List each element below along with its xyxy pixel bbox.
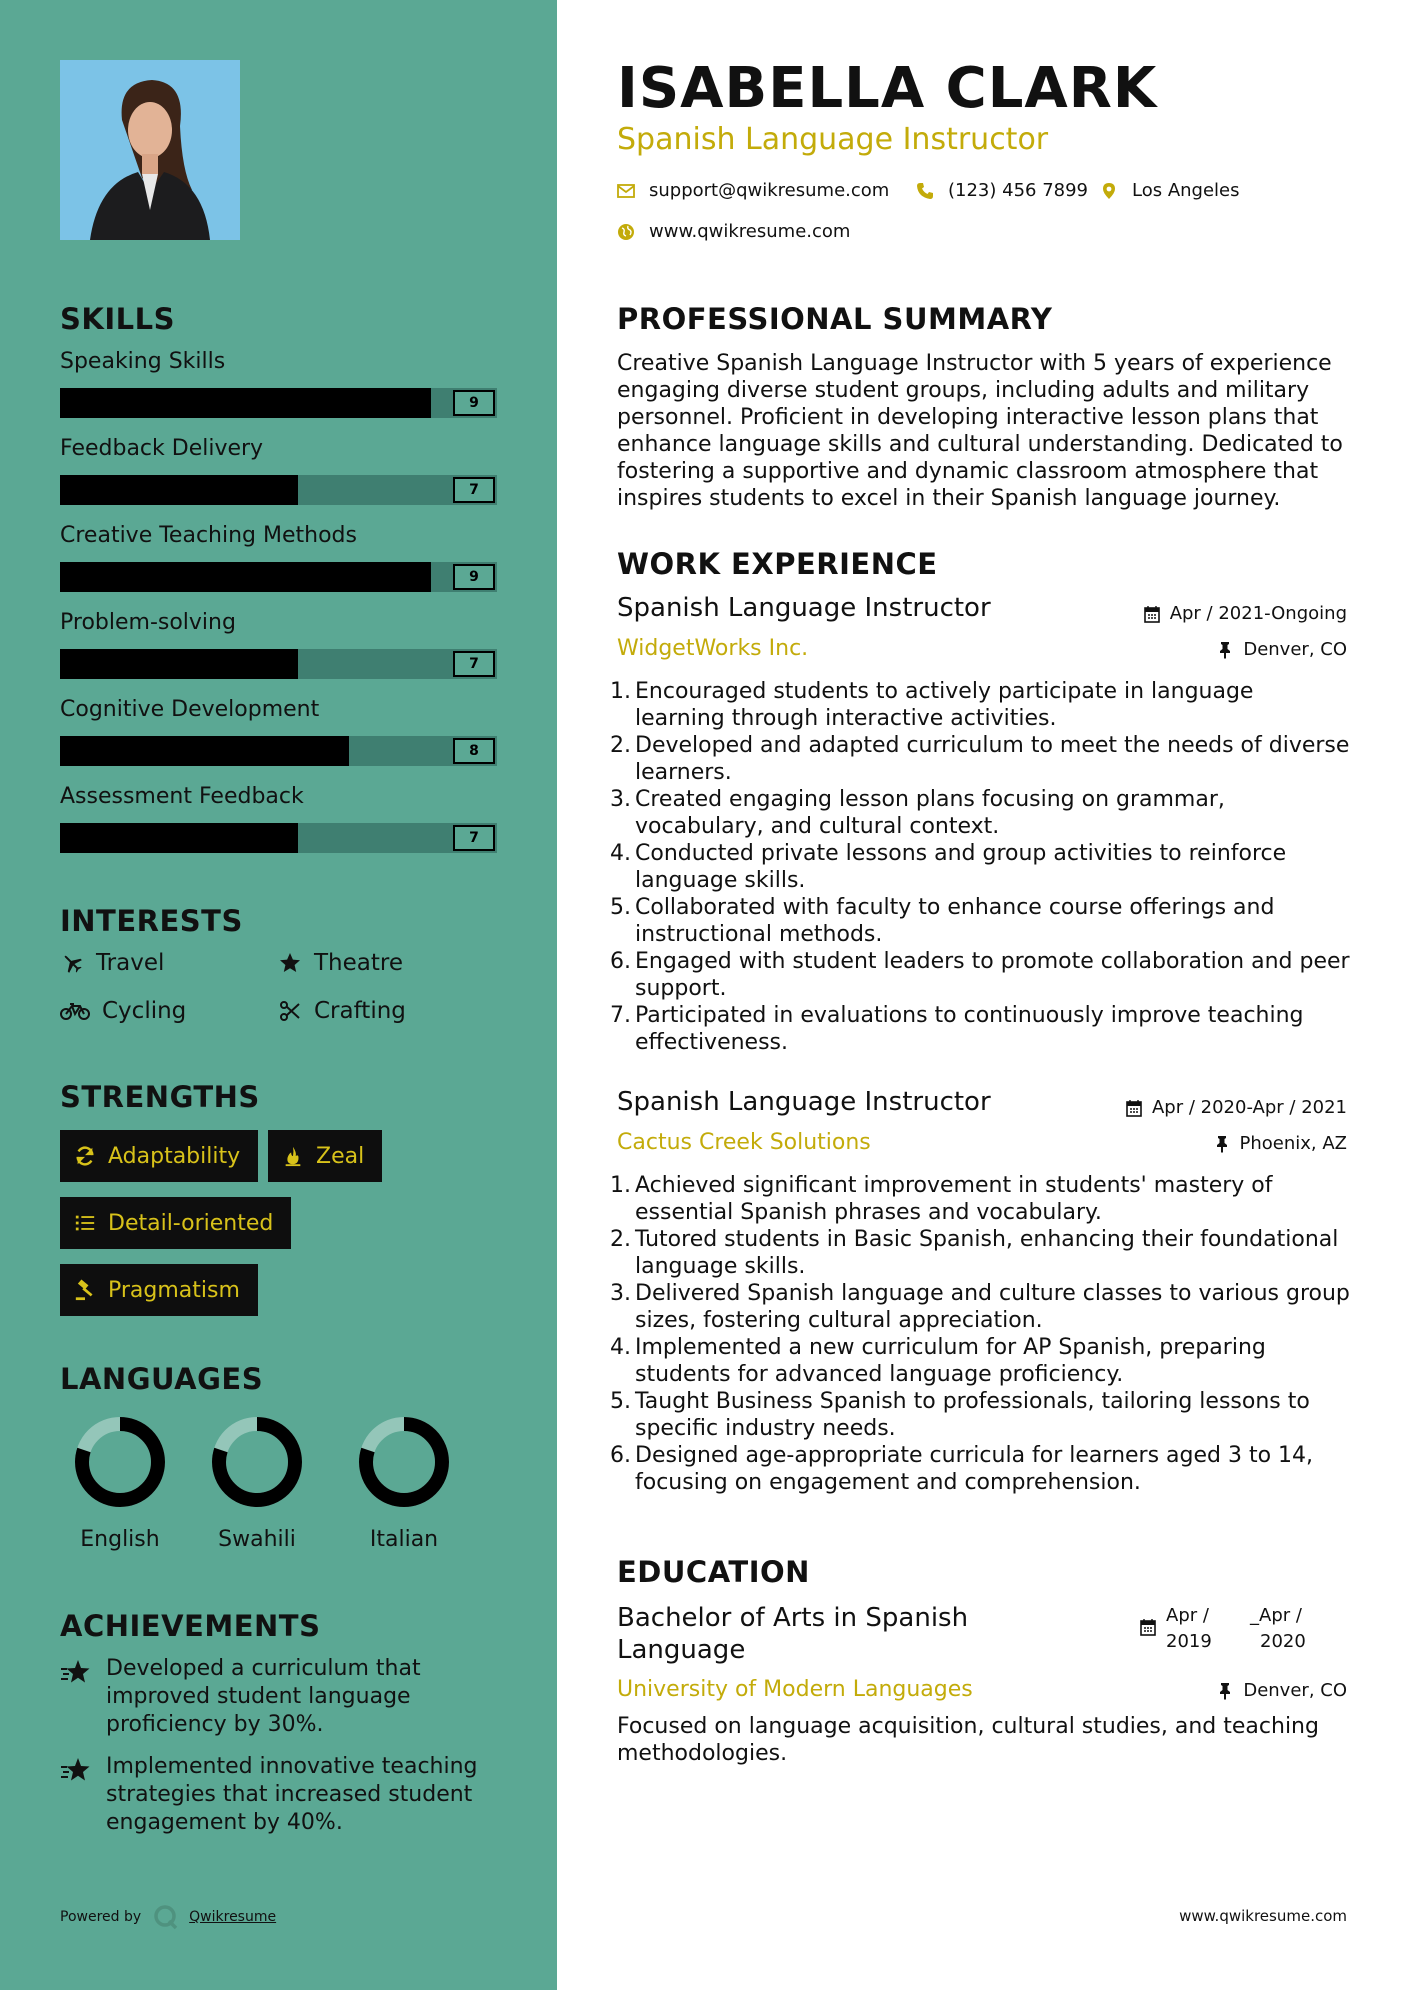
- skill-bar-fill: [60, 823, 298, 853]
- languages-title: LANGUAGES: [60, 1362, 264, 1396]
- bullet-number: 6.: [610, 1443, 631, 1468]
- job-dates-text: Apr / 2021-Ongoing: [1169, 603, 1347, 624]
- calendar-icon: [1144, 605, 1160, 623]
- skill-bar-fill: [60, 649, 298, 679]
- job-dates-text: Apr / 2020-Apr / 2021: [1151, 1097, 1347, 1118]
- bullet-number: 4.: [610, 1335, 631, 1360]
- job-bullet-item: [610, 1442, 1350, 1496]
- skill-bar: [60, 388, 497, 418]
- job-location-text: Denver, CO: [1243, 639, 1347, 660]
- calendar-icon: [1126, 1099, 1142, 1117]
- powered-by: [60, 1903, 276, 1931]
- skill-bar: [60, 736, 497, 766]
- bullet-text: Implemented a new curriculum for AP Spanish, preparing students for advanced language proficiency.: [635, 1335, 1266, 1387]
- edu-end-date: [1250, 1603, 1306, 1655]
- strengths-title: STRENGTHS: [60, 1080, 260, 1114]
- bullet-text: Taught Business Spanish to professionals, tailoring lessons to specific industry needs.: [635, 1389, 1310, 1441]
- bullet-text: Delivered Spanish language and culture classes to various group sizes, fostering cultural appreciation.: [635, 1281, 1350, 1333]
- bullet-number: 3.: [610, 1281, 631, 1306]
- calendar-icon: [1140, 1618, 1156, 1636]
- bullet-text: Engaged with student leaders to promote collaboration and peer support.: [635, 949, 1350, 1001]
- education-title: EDUCATION: [617, 1555, 810, 1589]
- email-text: support@qwikresume.com: [649, 180, 890, 201]
- bullet-text: Conducted private lessons and group activities to reinforce language skills.: [635, 841, 1287, 893]
- skills-title: SKILLS: [60, 302, 175, 336]
- star-icon: [278, 951, 302, 975]
- contact-location: [1100, 180, 1240, 201]
- skill-bar-fill: [60, 388, 431, 418]
- school-name: University of Modern Languages: [617, 1677, 973, 1702]
- job-bullet-item: [610, 1002, 1350, 1056]
- edu-end-year: 2020: [1260, 1631, 1306, 1652]
- achievement-item: [60, 1655, 510, 1739]
- job-bullet-item: [610, 1334, 1350, 1388]
- summary-text: Creative Spanish Language Instructor with 5 years of experience engaging diverse student groups, including adults and military personnel. Proficient in developing interactive lesson plans that enhance language skills and cultural understanding. Dedicated to fostering a supportive and dynamic classroom atmosphere that inspires students to excel in their Spanish language journey.: [617, 351, 1343, 511]
- edu-end-month: _Apr /: [1250, 1605, 1302, 1626]
- achievement-text: Developed a curriculum that improved student language proficiency by 30%.: [106, 1656, 421, 1737]
- powered-by-label: Powered by: [60, 1909, 142, 1925]
- candidate-role: Spanish Language Instructor: [617, 122, 1049, 157]
- bullet-number: 2.: [610, 733, 631, 758]
- strength-zeal: [268, 1130, 382, 1182]
- pushpin-icon: [1214, 1135, 1230, 1153]
- phone-icon: [916, 182, 934, 200]
- bullet-number: 4.: [610, 841, 631, 866]
- achievements-title: ACHIEVEMENTS: [60, 1609, 321, 1643]
- profile-photo: [60, 60, 240, 240]
- summary-title: PROFESSIONAL SUMMARY: [617, 302, 1053, 336]
- language-level-ring: [73, 1415, 167, 1509]
- interest-label: Cycling: [102, 998, 187, 1024]
- bullet-text: Collaborated with faculty to enhance course offerings and instructional methods.: [635, 895, 1275, 947]
- language-level-ring: [357, 1415, 451, 1509]
- skill-label: Creative Teaching Methods: [60, 523, 357, 548]
- job-bullet-item: [610, 1388, 1350, 1442]
- gavel-icon: [74, 1279, 96, 1301]
- edu-start-date: [1166, 1603, 1212, 1655]
- experience-title: WORK EXPERIENCE: [617, 547, 938, 581]
- globe-icon: [617, 223, 635, 241]
- company-name: WidgetWorks Inc.: [617, 636, 809, 661]
- skill-bar-fill: [60, 475, 298, 505]
- job-bullet-item: [610, 786, 1350, 840]
- plane-icon: [60, 951, 84, 975]
- edu-start-year: 2019: [1166, 1631, 1212, 1652]
- bullet-number: 5.: [610, 1389, 631, 1414]
- job-bullets: [610, 678, 1350, 1056]
- job-location: [1214, 1133, 1348, 1154]
- job-bullet-item: [610, 894, 1350, 948]
- job-location: [1217, 639, 1347, 660]
- powered-by-brand-link[interactable]: Qwikresume: [189, 1909, 277, 1925]
- skill-label: Problem-solving: [60, 610, 236, 635]
- job-bullet-item: [610, 948, 1350, 1002]
- skill-bar: [60, 823, 497, 853]
- refresh-icon: [74, 1145, 96, 1167]
- bullet-text: Encouraged students to actively participate in language learning through interactive activities.: [635, 679, 1254, 731]
- qwikresume-logo-icon: [151, 1903, 179, 1931]
- skill-score: 7: [453, 825, 495, 851]
- job-location-text: Phoenix, AZ: [1239, 1133, 1347, 1154]
- skill-bar-fill: [60, 736, 349, 766]
- bicycle-icon: [60, 999, 90, 1023]
- achievement-item: [60, 1753, 510, 1837]
- skill-label: Feedback Delivery: [60, 436, 264, 461]
- job-title: Spanish Language Instructor: [617, 1087, 991, 1117]
- job-bullet-item: [610, 1280, 1350, 1334]
- language-label: English: [80, 1527, 160, 1552]
- skill-label: Assessment Feedback: [60, 784, 304, 809]
- strength-pragmatism: [60, 1264, 258, 1316]
- language-label: Swahili: [218, 1527, 296, 1552]
- contact-website[interactable]: [617, 221, 850, 242]
- bullet-number: 2.: [610, 1227, 631, 1252]
- job-bullet-item: [610, 1172, 1350, 1226]
- star-rating-icon: [60, 1755, 92, 1785]
- job-dates: [1126, 1097, 1347, 1118]
- job-title: Spanish Language Instructor: [617, 593, 991, 623]
- skill-score: 9: [453, 564, 495, 590]
- bullet-text: Participated in evaluations to continuously improve teaching effectiveness.: [635, 1003, 1304, 1055]
- degree-title: Bachelor of Arts in Spanish Language: [617, 1603, 969, 1665]
- bullet-number: 1.: [610, 1173, 631, 1198]
- bullet-text: Achieved significant improvement in students' mastery of essential Spanish phrases and vocabulary.: [635, 1173, 1273, 1225]
- pushpin-icon: [1217, 1682, 1233, 1700]
- language-label: Italian: [369, 1527, 439, 1552]
- location-text: Los Angeles: [1132, 180, 1240, 201]
- phone-text: (123) 456 7899: [948, 180, 1089, 201]
- bullet-text: Tutored students in Basic Spanish, enhancing their foundational language skills.: [635, 1227, 1339, 1279]
- job-bullet-item: [610, 678, 1350, 732]
- interest-crafting: [278, 998, 406, 1024]
- skill-bar: [60, 649, 497, 679]
- interests-title: INTERESTS: [60, 904, 243, 938]
- achievement-text: Implemented innovative teaching strategies that increased student engagement by 40%.: [106, 1754, 478, 1835]
- skill-label: Cognitive Development: [60, 697, 320, 722]
- bullet-number: 7.: [610, 1003, 631, 1028]
- strength-label: Pragmatism: [108, 1277, 240, 1303]
- skill-score: 7: [453, 651, 495, 677]
- bullet-number: 5.: [610, 895, 631, 920]
- map-pin-icon: [1100, 182, 1118, 200]
- strength-label: Adaptability: [108, 1143, 241, 1169]
- bullet-number: 3.: [610, 787, 631, 812]
- edu-location-text: Denver, CO: [1243, 1680, 1347, 1701]
- bullet-text: Designed age-appropriate curricula for learners aged 3 to 14, focusing on engagement and comprehension.: [635, 1443, 1314, 1495]
- interest-label: Travel: [96, 950, 165, 976]
- bullet-text: Developed and adapted curriculum to meet the needs of diverse learners.: [635, 733, 1350, 785]
- interest-cycling: [60, 998, 186, 1024]
- contact-phone[interactable]: [916, 180, 1088, 201]
- scissors-icon: [278, 999, 302, 1023]
- strength-detail-oriented: [60, 1197, 291, 1249]
- contact-email[interactable]: [617, 180, 889, 201]
- company-name: Cactus Creek Solutions: [617, 1130, 871, 1155]
- bullet-number: 1.: [610, 679, 631, 704]
- strength-label: Detail-oriented: [108, 1210, 274, 1236]
- edu-location: [1217, 1680, 1347, 1701]
- language-level-ring: [210, 1415, 304, 1509]
- bullet-number: 6.: [610, 949, 631, 974]
- strength-adaptability: [60, 1130, 258, 1182]
- interest-label: Theatre: [314, 950, 403, 976]
- skill-label: Speaking Skills: [60, 349, 226, 374]
- job-bullet-item: [610, 1226, 1350, 1280]
- skill-score: 7: [453, 477, 495, 503]
- skill-bar: [60, 562, 497, 592]
- interest-travel: [60, 950, 164, 976]
- edu-start-month: Apr /: [1166, 1605, 1209, 1626]
- skill-score: 8: [453, 738, 495, 764]
- education-description: Focused on language acquisition, cultural studies, and teaching methodologies.: [617, 1714, 1319, 1766]
- pushpin-icon: [1217, 641, 1233, 659]
- job-bullet-item: [610, 840, 1350, 894]
- footer-website-link[interactable]: www.qwikresume.com: [1179, 1907, 1347, 1925]
- star-rating-icon: [60, 1657, 92, 1687]
- job-dates: [1144, 603, 1347, 624]
- interest-label: Crafting: [314, 998, 406, 1024]
- skill-bar: [60, 475, 497, 505]
- job-bullets: [610, 1172, 1350, 1496]
- fire-icon: [282, 1145, 304, 1167]
- job-bullet-item: [610, 732, 1350, 786]
- bullet-text: Created engaging lesson plans focusing on grammar, vocabulary, and cultural context.: [635, 787, 1225, 839]
- sidebar: [0, 0, 557, 1990]
- envelope-icon: [617, 182, 635, 200]
- website-text: www.qwikresume.com: [649, 221, 851, 242]
- strength-label: Zeal: [316, 1143, 365, 1169]
- interest-theatre: [278, 950, 403, 976]
- candidate-name: ISABELLA CLARK: [617, 56, 1158, 121]
- skill-bar-fill: [60, 562, 431, 592]
- skill-score: 9: [453, 390, 495, 416]
- list-icon: [74, 1212, 96, 1234]
